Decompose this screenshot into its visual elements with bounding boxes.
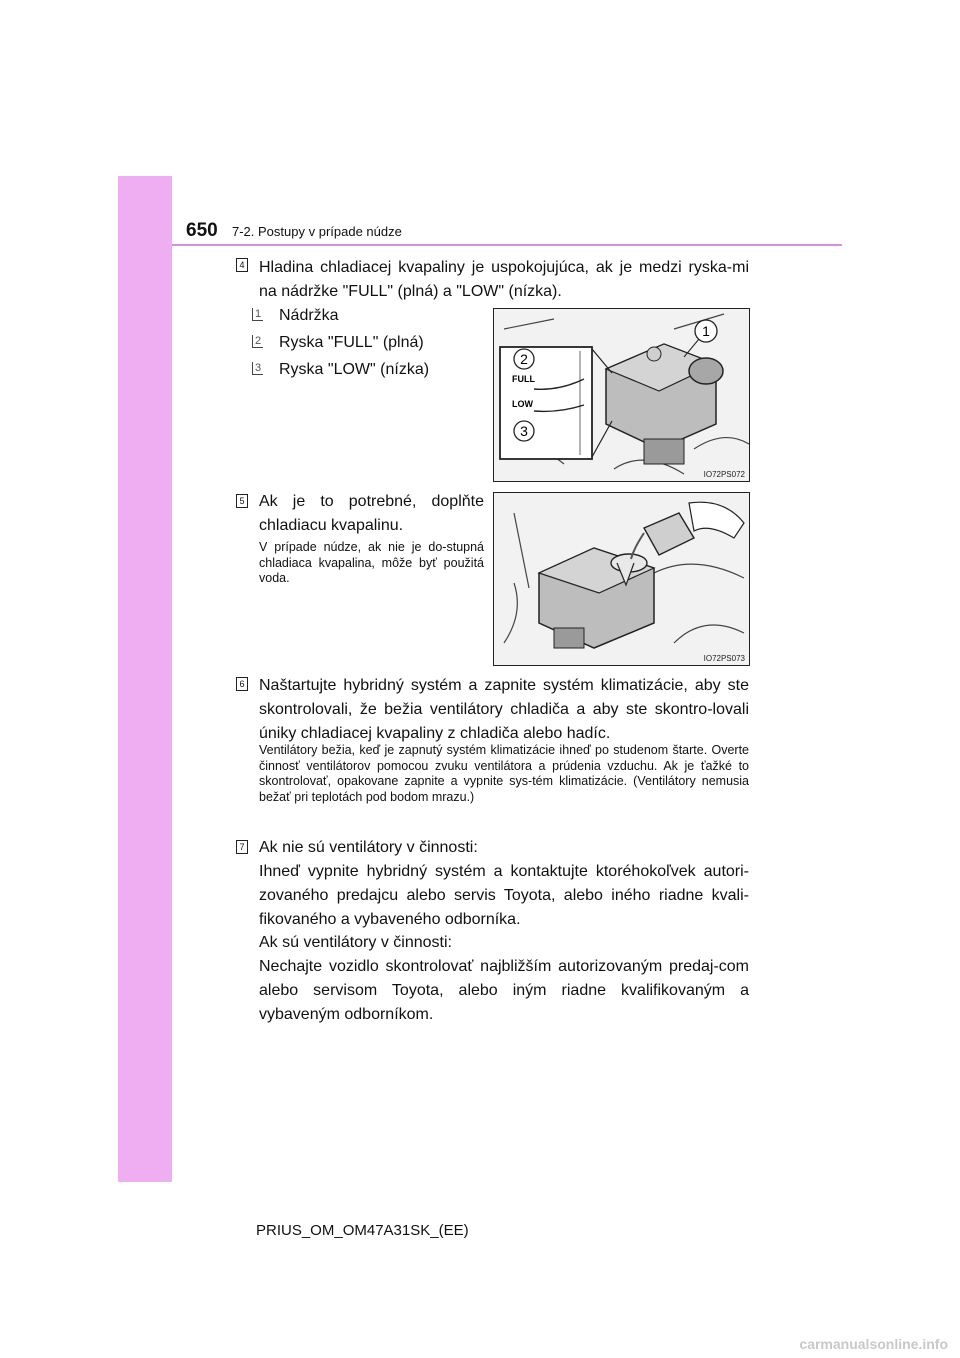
step-7-body-2: Nechajte vozidlo skontrolovať najbližším autorizovaným predaj-com alebo servisom Toyota, alebo iným riadne kvalifikovaným a vybaveným odborníkom. <box>259 958 749 1023</box>
step-7-title-2: Ak sú ventilátory v činnosti: <box>259 934 452 951</box>
step-7-body-1: Ihneď vypnite hybridný systém a kontaktujte ktoréhokoľvek autori-zovaného predajcu alebo servis Toyota, alebo iného riadne kvali-fikovaného a vybaveného odborníka. <box>259 863 749 928</box>
reservoir-illustration <box>494 309 750 482</box>
watermark: carmanualsonline.info <box>799 1336 948 1352</box>
figure-code-2: IO72PS073 <box>703 654 745 663</box>
figure-adding-coolant <box>493 492 750 666</box>
figure-code-1: IO72PS072 <box>703 470 745 479</box>
step-5-text: Ak je to potrebné, doplňte chladiacu kvapalinu. <box>259 493 484 534</box>
callout-label-full: Ryska "FULL" (plná) <box>279 334 424 351</box>
figure-marker-3: 3 <box>520 423 528 439</box>
section-title: 7-2. Postupy v prípade núdze <box>232 224 402 239</box>
chapter-side-band <box>118 176 172 1182</box>
step-7-title-1: Ak nie sú ventilátory v činnosti: <box>259 839 478 856</box>
callout-label-tank: Nádržka <box>279 307 339 324</box>
step-badge-4: 4 <box>236 258 248 272</box>
callout-label-low: Ryska "LOW" (nízka) <box>279 361 430 378</box>
page-number: 650 <box>186 220 218 241</box>
figure-coolant-reservoir <box>493 308 750 482</box>
footer-doc-code: PRIUS_OM_OM47A31SK_(EE) <box>256 1222 469 1239</box>
figure-marker-1: 1 <box>702 323 710 339</box>
step-badge-6: 6 <box>236 677 248 691</box>
adding-coolant-illustration <box>494 493 750 666</box>
header-rule <box>172 244 842 246</box>
full-mark-text: FULL <box>512 374 535 384</box>
step-6-text: Naštartujte hybridný systém a zapnite systém klimatizácie, aby ste skontrolovali, že bežia ventilátory chladiča a aby ste skontro-lovali úniky chladiacej kvapaliny z chladiča alebo hadíc. <box>259 677 749 742</box>
callout-number-2: 2 <box>252 335 263 348</box>
low-mark-text: LOW <box>512 399 533 409</box>
callout-number-3: 3 <box>252 362 263 375</box>
step-5-note: V prípade núdze, ak nie je do-stupná chladiaca kvapalina, môže byť použitá voda. <box>259 540 484 585</box>
step-badge-5: 5 <box>236 494 248 508</box>
figure-marker-2: 2 <box>520 351 528 367</box>
step-badge-7: 7 <box>236 840 248 854</box>
callout-number-1: 1 <box>252 308 263 321</box>
step-6-note: Ventilátory bežia, keď je zapnutý systém klimatizácie ihneď po studenom štarte. Overte činnosť ventilátorov pomocou zvuku ventilátora a prúdenia vzduchu. Ak je ťažké to skontrolovať, opakovane zapnite a vypnite sys-tém klimatizácie. (Ventilátory nemusia bežať pri teplotách pod bodom mrazu.) <box>259 743 749 804</box>
step-4-text: Hladina chladiacej kvapaliny je uspokojujúca, ak je medzi ryska-mi na nádržke "FULL" (plná) a "LOW" (nízka). <box>259 259 749 300</box>
